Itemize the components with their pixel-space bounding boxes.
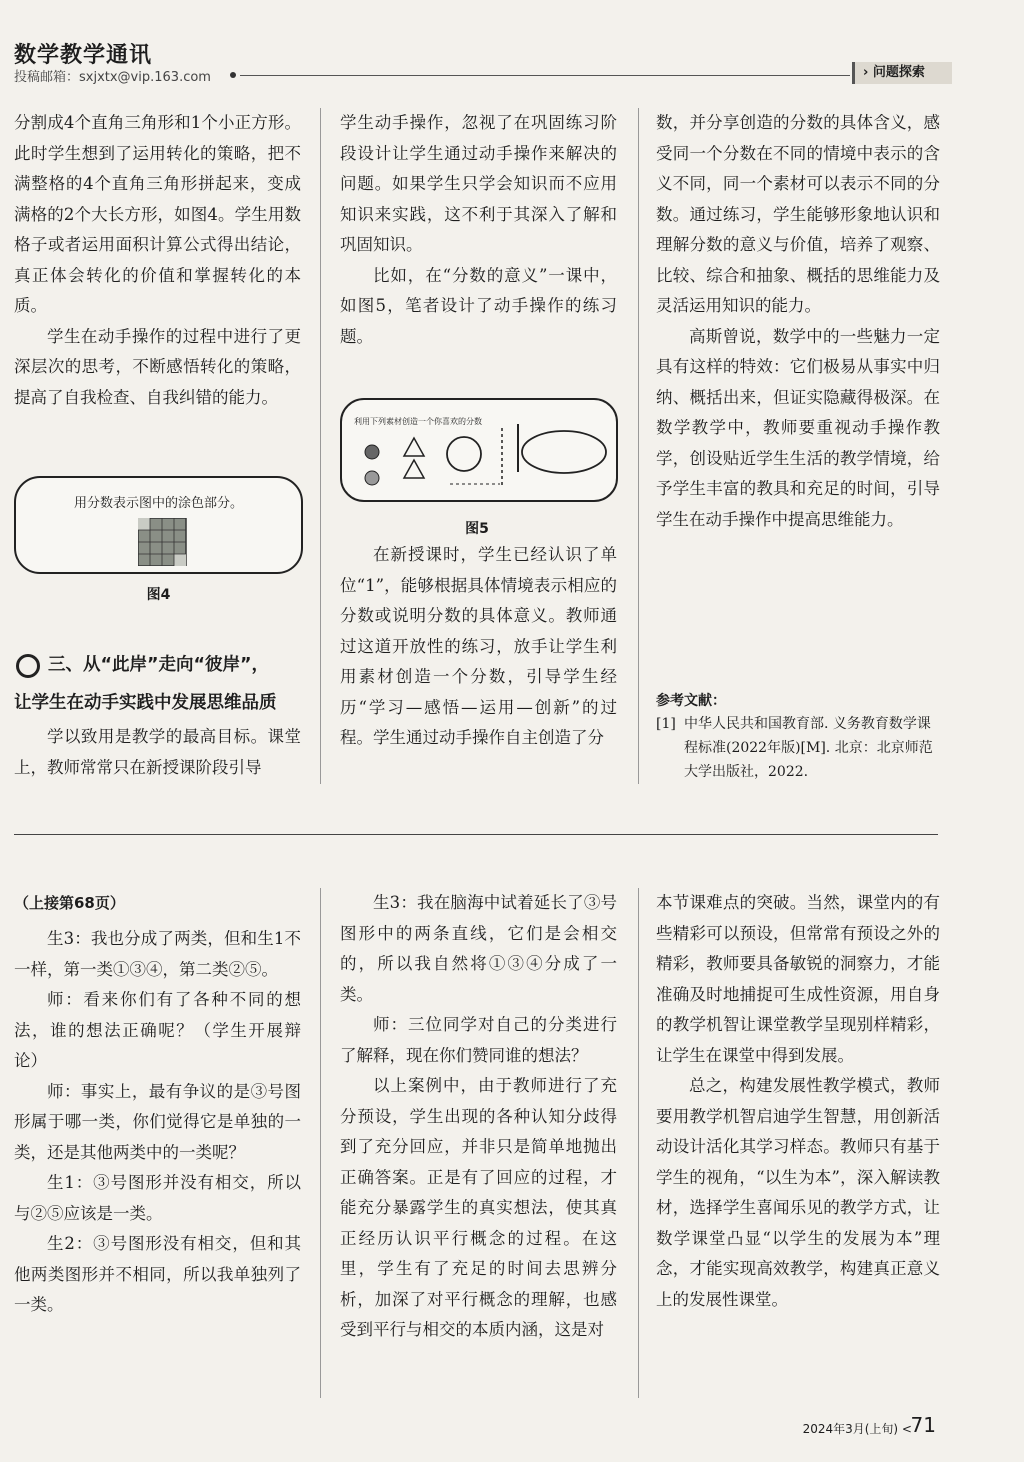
paragraph: 数，并分享创造的分数的具体含义，感受同一个分数在不同的情境中表示的含义不同，同一个素材可以表示不同的分数。通过练习，学生能够形象地认识和理解分数的意义与价值，培养了观察、比较、综合和抽象、概括的思维能力及灵活运用知识的能力。 xyxy=(656,113,940,315)
paragraph: 比如，在“分数的意义”一课中，如图5，笔者设计了动手操作的练习题。 xyxy=(340,265,617,346)
column-tab: › 问题探索 xyxy=(852,62,952,84)
figure-5-caption: 图5 xyxy=(465,521,489,537)
paragraph: 生2：③号图形没有相交，但和其他两类图形并不相同，所以我单独列了一类。 xyxy=(14,1234,301,1314)
column-rule xyxy=(638,888,639,1398)
paragraph: 学以致用是教学的最高目标。课堂上，教师常常只在新授课阶段引导 xyxy=(14,727,301,777)
submission-email: 投稿邮箱：sxjxtx@vip.163.com xyxy=(14,70,211,85)
figure-4 xyxy=(14,476,303,574)
header-dot xyxy=(230,72,236,78)
top-column-2 xyxy=(340,108,617,352)
references-heading: 参考文献： xyxy=(656,693,726,709)
column-rule xyxy=(320,108,321,784)
paragraph: 高斯曾说，数学中的一些魅力一定具有这样的特效：它们极易从事实中归纳、概括出来，但证实隐藏得极深。在数学教学中，教师要重视动手操作教学，创设贴近学生生活的教学情境，给予学生丰富的教具和充足的时间，引导学生在动手操作中提高思维能力。 xyxy=(656,326,940,529)
top-column-2-continued xyxy=(340,540,617,754)
paragraph: 师：事实上，最有争议的是③号图形属于哪一类，你们觉得它是单独的一类，还是其他两类中的一类呢？ xyxy=(14,1081,301,1162)
shaded-grid-figure xyxy=(138,518,188,566)
journal-title: 数学教学通讯 xyxy=(14,43,153,68)
paragraph: 总之，构建发展性教学模式，教师要用教学机智启迪学生智慧，用创新活动设计活化其学习样态。教师只有基于学生的视角，“以生为本”，深入解读教材，选择学生喜闻乐见的教学方式，让数学课堂凸显“以学生的发展为本”理念，才能实现高效教学，构建真正意义上的发展性课堂。 xyxy=(656,1076,940,1309)
section-heading-line1: 三、从“此岸”走向“彼岸”， xyxy=(48,655,270,675)
figure-4-instruction: 用分数表示图中的涂色部分。 xyxy=(73,496,243,511)
paragraph: 分割成4个直角三角形和1个小正方形。此时学生想到了运用转化的策略，把不满整格的4个直角三角形拼起来，变成满格的2个大长方形，如图4。学生用数格子或者运用面积计算公式得出结论，真正体会转化的价值和掌握转化的本质。 xyxy=(14,113,301,315)
paragraph: 学生动手操作，忽视了在巩固练习阶段设计让学生通过动手操作来解决的问题。如果学生只学会知识而不应用知识来实践，这不利于其深入了解和巩固知识。 xyxy=(340,113,617,254)
top-column-3 xyxy=(656,108,940,535)
bottom-column-2 xyxy=(340,888,617,1346)
bottom-column-1 xyxy=(14,924,301,1321)
reference-item: 中华人民共和国教育部. 义务教育数学课程标准(2022年版)[M]. 北京：北京师范大学出版社，2022. xyxy=(684,716,933,780)
paragraph: 师：三位同学对自己的分类进行了解释，现在你们赞同谁的想法？ xyxy=(340,1015,617,1065)
bottom-column-3 xyxy=(656,888,940,1315)
section-heading-line2: 让学生在动手实践中发展思维品质 xyxy=(14,693,277,713)
page-number: 71 xyxy=(910,1413,936,1437)
figure-5-instruction: 利用下列素材创造一个你喜欢的分数 xyxy=(354,417,482,426)
materials-figure xyxy=(342,400,616,500)
paragraph: 生3：我也分成了两类，但和生1不一样，第一类①③④，第二类②⑤。 xyxy=(14,929,301,979)
paragraph: 在新授课时，学生已经认识了单位“1”，能够根据具体情境表示相应的分数或说明分数的具体意义。教师通过这道开放性的练习，放手让学生利用素材创造一个分数，引导学生经历“学习—感悟—运用—创新”的过程。学生通过动手操作自主创造了分 xyxy=(340,545,617,747)
figure-4-caption: 图4 xyxy=(146,587,171,603)
paragraph: 生3：我在脑海中试着延长了③号图形中的两条直线，它们是会相交的，所以我自然将①③④分成了一类。 xyxy=(340,893,617,1004)
paragraph: 师：看来你们有了各种不同的想法，谁的想法正确呢？（学生开展辩论） xyxy=(14,990,301,1070)
reference-number: [1] xyxy=(656,716,676,732)
header-rule xyxy=(240,75,850,76)
top-column-1-continued xyxy=(14,722,301,783)
continued-from-label: （上接第68页） xyxy=(14,894,125,912)
top-column-1 xyxy=(14,108,301,413)
section-divider xyxy=(14,834,938,835)
paragraph: 本节课难点的突破。当然，课堂内的有些精彩可以预设，但常常有预设之外的精彩，教师要具备敏锐的洞察力，才能准确及时地捕捉可生成性资源，用自身的教学机智让课堂教学呈现别样精彩，让学生在课堂中得到发展。 xyxy=(656,893,940,1065)
column-rule xyxy=(320,888,321,1398)
paragraph: 以上案例中，由于教师进行了充分预设，学生出现的各种认知分歧得到了充分回应，并非只是简单地抛出正确答案。正是有了回应的过程，才能充分暴露学生的真实想法，使其真正经历认识平行概念的过程。在这里，学生有了充足的时间去思辨分析，加深了对平行概念的理解，也感受到平行与相交的本质内涵，这是对 xyxy=(340,1076,617,1339)
section-icon xyxy=(16,654,40,678)
issue-date: 2024年3月(上旬) < xyxy=(802,1422,912,1436)
column-rule xyxy=(638,108,639,784)
paragraph: 学生在动手操作的过程中进行了更深层次的思考，不断感悟转化的策略，提高了自我检查、自我纠错的能力。 xyxy=(14,326,301,407)
paragraph: 生1：③号图形并没有相交，所以与②⑤应该是一类。 xyxy=(14,1173,301,1223)
figure-5 xyxy=(340,398,618,502)
